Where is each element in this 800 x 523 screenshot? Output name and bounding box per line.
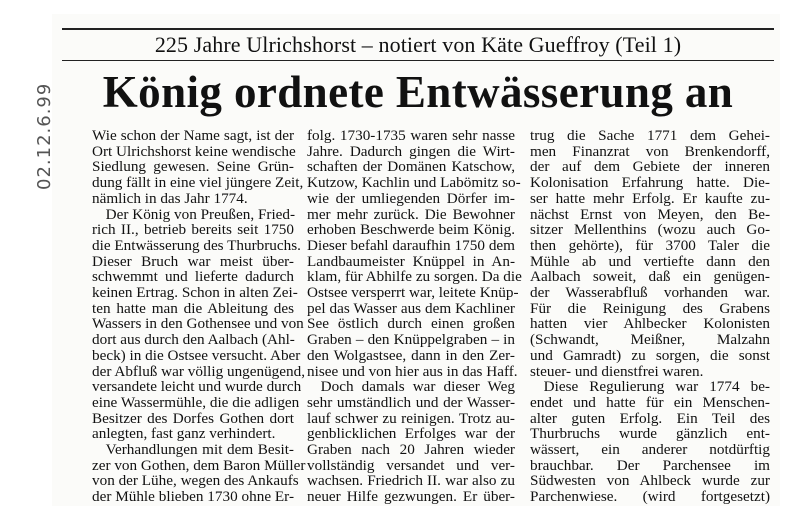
article-line: der auf dem Gebiete der inneren <box>530 158 770 176</box>
article-line: lauf schwer zu reinigen. Trotz au- <box>307 409 515 427</box>
article-line: See östlich durch einen großen <box>307 315 515 333</box>
article-line: vollständig versandet und ver- <box>307 456 515 474</box>
article-line: Wie schon der Name sagt, ist der <box>92 127 294 144</box>
article-line: ten hatte man die Ableitung des <box>92 299 294 317</box>
article-line: Südwesten von Ahlbeck wurde zur <box>530 472 770 490</box>
article-line: Thurbruchs wurde gänzlich ent- <box>530 425 770 443</box>
article-line: dort aus durch den Aalbach (Ahl- <box>92 331 295 349</box>
headline: König ordnete Entwässerung an <box>102 67 734 117</box>
article-line: Wassers in den Gothensee und von <box>92 315 304 333</box>
article-line: Für die Reinigung des Grabens <box>530 299 770 317</box>
article-line: folg. 1730-1735 waren sehr nasse <box>307 127 515 144</box>
article-line: Diese Regulierung war 1774 be- <box>543 378 770 396</box>
article-line: Der König von Preußen, Fried- <box>105 205 296 223</box>
article-line: den Wolgastsee, dann in den Zer- <box>307 346 515 364</box>
article-line: nisee und von hier aus in das Haff. <box>307 362 518 380</box>
article-line: rich II., betrieb bereits seit 1750 <box>92 221 294 239</box>
article-line: zer von Gothen, dem Baron Müller <box>92 456 306 474</box>
article-column-3 <box>530 128 770 505</box>
article-line: genblicklichen Erfolges war der <box>307 425 515 443</box>
article-line: mer mehr zurück. Die Bewohner <box>307 205 515 223</box>
article-line: steuer- und dienstfrei waren. <box>530 362 704 380</box>
article-column-2 <box>307 127 522 506</box>
article-line: der Mühle blieben 1730 ohne Er- <box>92 488 294 506</box>
article-line: Jahre. Dadurch gingen die Wirt- <box>307 142 515 160</box>
article-line: wie der umliegenden Dörfer im- <box>307 189 515 207</box>
article-line: wässert, ein anderer notdürftig <box>530 441 770 459</box>
article-line: ser hatte mehr Erfolg. Er kaufte zu- <box>530 189 770 207</box>
article-line: die Entwässerung des Thurbruchs. <box>92 236 301 254</box>
article-line: anlegten, fast ganz verhindert. <box>92 425 276 443</box>
article-line: Landbaumeister Knüppel in An- <box>307 252 515 270</box>
article-line: beck) in die Ostsee versucht. Aber <box>92 346 301 364</box>
article-line: Doch damals war dieser Weg <box>320 378 515 396</box>
article-line: Graben nach 20 Jahren wieder <box>307 441 515 459</box>
article-line: schaften der Domänen Katschow, <box>307 158 515 176</box>
article-line: Dieser befahl daraufhin 1750 dem <box>307 236 515 254</box>
article-line: nächst Ernst von Meyen, den Be- <box>530 205 770 223</box>
article-line: nämlich in das Jahr 1774. <box>92 189 248 207</box>
article-line: trug die Sache 1771 dem Gehei- <box>530 127 770 144</box>
article-line: brauchbar. Der Parchensee im <box>530 456 770 474</box>
article-line: der Abfluß war völlig ungenügend, <box>92 362 306 380</box>
series-kicker: 225 Jahre Ulrichshorst – notiert von Käte Gueffroy (Teil 1) <box>154 32 682 57</box>
article-line: der Wasserabfluß vorhanden war. <box>530 284 770 302</box>
article-line: wachsen. Friedrich II. war also zu <box>307 472 515 490</box>
article-line: Verhandlungen mit dem Besit- <box>105 441 294 459</box>
article-line: endet und hatte für ein Menschen- <box>530 393 770 411</box>
handwritten-date: 02.12.6.99 <box>34 82 55 190</box>
article-line: Besitzer des Dorfes Gothen dort <box>92 409 294 427</box>
article-line: then gehörte), für 3700 Taler die <box>530 236 770 254</box>
article-line: versandete leicht und wurde durch <box>92 378 302 396</box>
article-line: sehr umständlich und der Wasser- <box>307 393 515 411</box>
article-line: alter guten Erfolg. Ein Teil des <box>530 409 770 427</box>
article-line: Kolonisation Erfahrung hatte. Die- <box>530 174 770 192</box>
article-line: Aalbach soweit, daß ein genügen- <box>530 268 770 286</box>
article-line: Siedlung gewesen. Seine Grün- <box>92 158 294 176</box>
kicker-rule <box>62 60 774 61</box>
article-line: pel das Wasser aus dem Kachliner <box>307 299 515 317</box>
article-line: klam, für Abhilfe zu sorgen. Da die <box>307 268 522 286</box>
article-line: keinen Ertrag. Schon in alten Zei- <box>92 284 298 302</box>
article-line: Kutzow, Kachlin und Labömitz so- <box>307 174 521 192</box>
article-line: Dieser Bruch war meist über- <box>92 252 294 270</box>
article-line: und Gamradt) zu sorgen, die sonst <box>530 346 770 364</box>
article-line: dung fällt in eine viel jüngere Zeit, <box>92 174 304 192</box>
article-line: erhoben Beschwerde beim König. <box>307 221 515 239</box>
article-line: neuer Hilfe gezwungen. Er über- <box>307 488 515 506</box>
article-line: Ostsee versperrt war, leitete Knüp- <box>307 284 519 302</box>
article-line: Ort Ulrichshorst keine wendische <box>92 142 296 160</box>
article-line: men Finanzrat von Brenkendorff, <box>530 142 770 160</box>
article-line: sitzer Mellenthins (wozu auch Go- <box>530 221 770 239</box>
article-column-1 <box>92 127 306 506</box>
article-line: eine Wassermühle, die die adligen <box>92 393 300 411</box>
top-rule <box>62 28 774 30</box>
article-line: Parchenwiese. (wird fortgesetzt) <box>530 488 770 506</box>
article-line: Mühle ab und vertiefte dann den <box>530 252 770 270</box>
article-line: (Schwandt, Meißner, Malzahn <box>530 331 770 349</box>
article-line: von der Lühe, wegen des Ankaufs <box>92 472 299 490</box>
article-line: hatten vier Ahlbecker Kolonisten <box>530 315 770 333</box>
article-line: schwemmt und lieferte dadurch <box>92 268 294 286</box>
article-line: Graben – den Knüppelgraben – in <box>307 331 515 349</box>
